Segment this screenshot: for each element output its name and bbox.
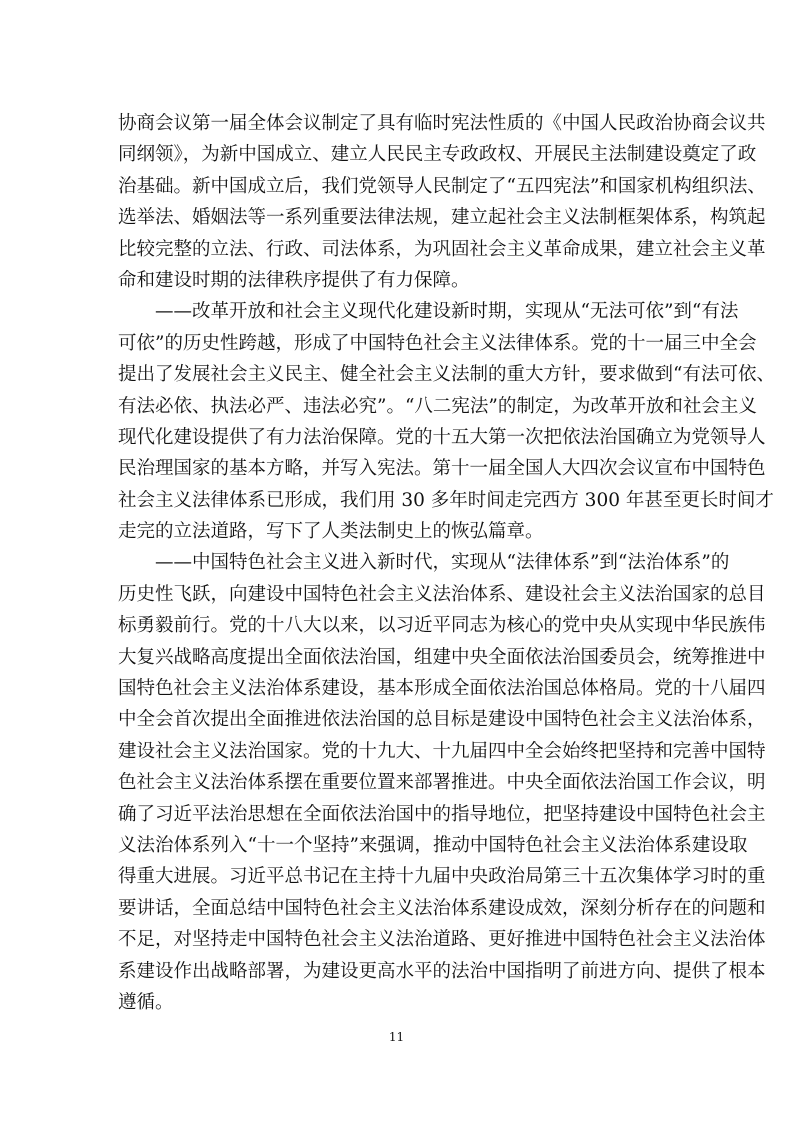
body-text [118, 108, 775, 1018]
text-line: 大复兴战略高度提出全面依法治国，组建中央全面依法治国委员会，统筹推进中 [118, 646, 766, 668]
text-line: 命和建设时期的法律秩序提供了有力保障。 [118, 269, 470, 291]
text-line: 协商会议第一届全体会议制定了具有临时宪法性质的《中国人民政治协商会议共 [118, 113, 766, 134]
text-line: 走完的立法道路，写下了人类法制史上的恢弘篇章。 [118, 521, 544, 543]
text-line: 提出了发展社会主义民主、健全社会主义法制的重大方针，要求做到“有法可依、 [118, 364, 775, 386]
text-line: 社会主义法律体系已形成，我们用 30 多年时间走完西方 300 年甚至更长时间才 [118, 489, 774, 511]
text-line: 不足，对坚持走中国特色社会主义法治道路、更好推进中国特色社会主义法治体 [118, 929, 766, 951]
text-line: 中全会首次提出全面推进依法治国的总目标是建设中国特色社会主义法治体系， [118, 709, 766, 731]
page-number: 11 [388, 1030, 405, 1044]
text-line: 历史性飞跃，向建设中国特色社会主义法治体系、建设社会主义法治国家的总目 [118, 583, 766, 605]
text-line: 标勇毅前行。党的十八大以来，以习近平同志为核心的党中央从实现中华民族伟 [118, 615, 766, 637]
text-line: 比较完整的立法、行政、司法体系，为巩固社会主义革命成果，建立社会主义革 [118, 238, 766, 260]
text-line: 得重大进展。习近平总书记在主持十九届中央政治局第三十五次集体学习时的重 [118, 866, 766, 888]
text-line: ——中国特色社会主义进入新时代，实现从“法律体系”到“法治体系”的 [118, 552, 730, 574]
text-line: ——改革开放和社会主义现代化建设新时期，实现从“无法可依”到“有法 [118, 301, 739, 323]
text-line: 国特色社会主义法治体系建设，基本形成全面依法治国总体格局。党的十八届四 [118, 678, 766, 700]
text-line: 有法必依、执法必严、违法必究”。“八二宪法”的制定，为改革开放和社会主义 [118, 395, 757, 417]
text-line: 系建设作出战略部署，为建设更高水平的法治中国指明了前进方向、提供了根本 [118, 960, 766, 982]
text-line: 治基础。新中国成立后，我们党领导人民制定了“五四宪法”和国家机构组织法、 [118, 175, 766, 197]
text-line: 选举法、婚姻法等一系列重要法律法规，建立起社会主义法制框架体系，构筑起 [118, 207, 766, 229]
text-line: 可依”的历史性跨越，形成了中国特色社会主义法律体系。党的十一届三中全会 [118, 332, 757, 354]
text-line: 确了习近平法治思想在全面依法治国中的指导地位，把坚持建设中国特色社会主 [118, 803, 766, 825]
text-line: 要讲话，全面总结中国特色社会主义法治体系建设成效，深刻分析存在的问题和 [118, 897, 766, 919]
text-line: 同纲领》，为新中国成立、建立人民民主专政政权、开展民主法制建设奠定了政 [118, 144, 757, 166]
text-line: 色社会主义法治体系摆在重要位置来部署推进。中央全面依法治国工作会议，明 [118, 772, 766, 794]
text-line: 义法治体系列入“十一个坚持”来强调，推动中国特色社会主义法治体系建设取 [118, 834, 748, 856]
text-line: 遵循。 [118, 991, 174, 1013]
text-line: 建设社会主义法治国家。党的十九大、十九届四中全会始终把坚持和完善中国特 [118, 740, 766, 762]
text-line: 民治理国家的基本方略，并写入宪法。第十一届全国人大四次会议宣布中国特色 [118, 458, 766, 480]
text-line: 现代化建设提供了有力法治保障。党的十五大第一次把依法治国确立为党领导人 [118, 426, 766, 448]
